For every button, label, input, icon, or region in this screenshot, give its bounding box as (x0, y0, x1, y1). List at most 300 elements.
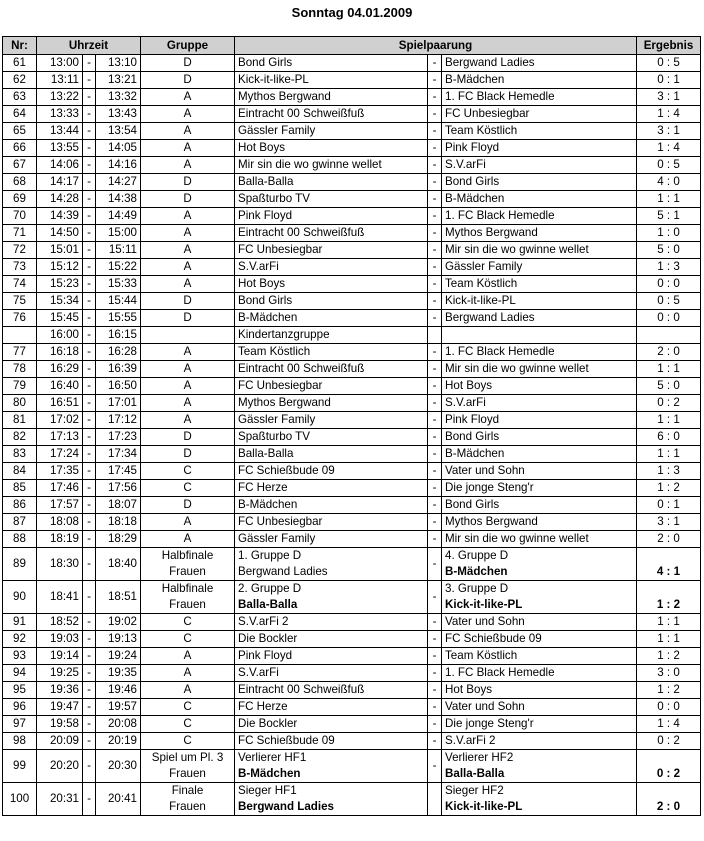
row-start: 17:46 (37, 480, 83, 497)
row-sep: - (428, 344, 442, 361)
row-away: Mir sin die wo gwinne wellet (442, 242, 637, 259)
row-start: 14:28 (37, 191, 83, 208)
row-end: 14:16 (96, 157, 141, 174)
row-group: A (141, 344, 235, 361)
row-nr: 72 (3, 242, 37, 259)
row-nr: 87 (3, 514, 37, 531)
row-nr: 80 (3, 395, 37, 412)
row-sep: - (428, 716, 442, 733)
row-dash: - (83, 446, 96, 463)
row-dash: - (83, 665, 96, 682)
row-sep: - (428, 140, 442, 157)
row-group: A (141, 531, 235, 548)
row-nr: 96 (3, 699, 37, 716)
row-home: Mythos Bergwand (235, 89, 428, 106)
row-nr: 69 (3, 191, 37, 208)
row-end: 20:19 (96, 733, 141, 750)
row-group: A (141, 276, 235, 293)
break-result (637, 327, 701, 344)
match-row (3, 293, 701, 310)
row-home: Mythos Bergwand (235, 395, 428, 412)
row-result: 0 : 5 (637, 157, 701, 174)
row-sep: - (428, 106, 442, 123)
row-group: D (141, 72, 235, 89)
row-result: 3 : 1 (637, 89, 701, 106)
row-start: 15:45 (37, 310, 83, 327)
row-result: 5 : 1 (637, 208, 701, 225)
row-start: 16:29 (37, 361, 83, 378)
row-sep: - (428, 157, 442, 174)
match-rows-3 (3, 614, 701, 750)
row-end: 19:46 (96, 682, 141, 699)
row-away (442, 783, 637, 816)
row-home: FC Herze (235, 699, 428, 716)
row-group: D (141, 191, 235, 208)
break-away (442, 327, 637, 344)
row-result: 1 : 3 (637, 463, 701, 480)
row-group: C (141, 480, 235, 497)
row-sep: - (428, 699, 442, 716)
row-away: FC Unbesiegbar (442, 106, 637, 123)
row-group: A (141, 682, 235, 699)
row-dash: - (83, 72, 96, 89)
row-group: D (141, 310, 235, 327)
row-dash: - (83, 463, 96, 480)
match-row (3, 614, 701, 631)
row-sep: - (428, 750, 442, 783)
row-end: 18:29 (96, 531, 141, 548)
row-end: 15:33 (96, 276, 141, 293)
row-group: A (141, 106, 235, 123)
row-sep: - (428, 72, 442, 89)
row-group: A (141, 412, 235, 429)
row-home: Gässler Family (235, 123, 428, 140)
row-start: 17:13 (37, 429, 83, 446)
row-nr: 66 (3, 140, 37, 157)
match-rows-1 (3, 55, 701, 327)
row-sep: - (428, 631, 442, 648)
row-away: Kick-it-like-PL (442, 293, 637, 310)
row-group: A (141, 89, 235, 106)
match-row (3, 174, 701, 191)
row-end: 19:24 (96, 648, 141, 665)
row-start: 17:35 (37, 463, 83, 480)
row-end: 15:11 (96, 242, 141, 259)
row-away: Vater und Sohn (442, 463, 637, 480)
row-away: Team Köstlich (442, 123, 637, 140)
row-home: Bond Girls (235, 55, 428, 72)
match-row (3, 480, 701, 497)
row-away: Bond Girls (442, 497, 637, 514)
row-nr: 97 (3, 716, 37, 733)
row-away: Vater und Sohn (442, 699, 637, 716)
row-group: A (141, 665, 235, 682)
row-result: 2 : 0 (637, 783, 701, 816)
row-result: 1 : 0 (637, 225, 701, 242)
row-sep: - (428, 242, 442, 259)
row-home (235, 581, 428, 614)
row-end: 20:08 (96, 716, 141, 733)
row-away: 1. FC Black Hemedle (442, 665, 637, 682)
row-result: 1 : 4 (637, 140, 701, 157)
row-dash: - (83, 429, 96, 446)
row-sep: - (428, 682, 442, 699)
row-dash: - (83, 344, 96, 361)
row-group: C (141, 716, 235, 733)
row-dash: - (83, 208, 96, 225)
away-line-2: Kick-it-like-PL (445, 598, 523, 611)
row-sep: - (428, 581, 442, 614)
semifinal-rows (3, 548, 701, 614)
row-end: 17:12 (96, 412, 141, 429)
header-match: Spielpaarung (235, 37, 637, 55)
row-home: B-Mädchen (235, 310, 428, 327)
row-sep: - (428, 191, 442, 208)
row-start: 15:34 (37, 293, 83, 310)
row-dash: - (83, 174, 96, 191)
match-row (3, 395, 701, 412)
row-sep: - (428, 395, 442, 412)
row-home: Balla-Balla (235, 174, 428, 191)
row-home: FC Unbesiegbar (235, 514, 428, 531)
row-result: 1 : 1 (637, 446, 701, 463)
row-dash: - (83, 480, 96, 497)
row-away: Mythos Bergwand (442, 514, 637, 531)
row-home: FC Herze (235, 480, 428, 497)
row-group: D (141, 293, 235, 310)
row-result: 0 : 0 (637, 310, 701, 327)
row-home (235, 548, 428, 581)
row-away: B-Mädchen (442, 446, 637, 463)
row-away: Pink Floyd (442, 412, 637, 429)
row-group: A (141, 208, 235, 225)
row-nr: 83 (3, 446, 37, 463)
group-line-1: Spiel um Pl. 3 (151, 751, 224, 764)
row-start: 13:33 (37, 106, 83, 123)
semifinal-row-1 (3, 548, 701, 581)
row-start: 20:20 (37, 750, 83, 783)
row-sep: - (428, 208, 442, 225)
group-line-1: Halbfinale (161, 582, 214, 595)
group-line-2: Frauen (169, 598, 206, 611)
row-nr: 81 (3, 412, 37, 429)
row-result: 0 : 1 (637, 72, 701, 89)
row-dash: - (83, 378, 96, 395)
row-sep: - (428, 89, 442, 106)
match-row (3, 242, 701, 259)
row-dash: - (83, 106, 96, 123)
row-nr: 98 (3, 733, 37, 750)
match-row (3, 682, 701, 699)
row-home: Hot Boys (235, 140, 428, 157)
row-away: B-Mädchen (442, 72, 637, 89)
home-line-1: 2. Gruppe D (238, 582, 302, 595)
row-result: 5 : 0 (637, 378, 701, 395)
row-away: Gässler Family (442, 259, 637, 276)
row-home: Balla-Balla (235, 446, 428, 463)
row-result: 0 : 1 (637, 497, 701, 514)
row-start: 13:22 (37, 89, 83, 106)
match-row (3, 276, 701, 293)
away-line-1: Sieger HF2 (445, 784, 504, 797)
row-dash: - (83, 497, 96, 514)
row-group: D (141, 497, 235, 514)
header-group: Gruppe (141, 37, 235, 55)
row-sep: - (428, 276, 442, 293)
break-label: Kindertanzgruppe (235, 327, 428, 344)
row-nr: 70 (3, 208, 37, 225)
row-group: A (141, 259, 235, 276)
row-group: D (141, 446, 235, 463)
row-sep: - (428, 55, 442, 72)
row-home: Spaßturbo TV (235, 191, 428, 208)
row-end: 19:57 (96, 699, 141, 716)
row-result: 1 : 1 (637, 614, 701, 631)
row-home: Pink Floyd (235, 648, 428, 665)
group-line-2: Frauen (169, 767, 206, 780)
row-nr: 65 (3, 123, 37, 140)
row-end: 14:38 (96, 191, 141, 208)
row-sep: - (428, 614, 442, 631)
row-start: 13:00 (37, 55, 83, 72)
row-home: Hot Boys (235, 276, 428, 293)
row-nr: 94 (3, 665, 37, 682)
row-home: Die Bockler (235, 631, 428, 648)
row-dash: - (83, 581, 96, 614)
row-end: 13:43 (96, 106, 141, 123)
group-line-2: Frauen (169, 800, 206, 813)
home-line-1: Verlierer HF1 (238, 751, 307, 764)
row-result: 4 : 1 (637, 548, 701, 581)
row-home: Team Köstlich (235, 344, 428, 361)
row-away: Bond Girls (442, 429, 637, 446)
row-start: 14:50 (37, 225, 83, 242)
match-row (3, 716, 701, 733)
home-line-1: 1. Gruppe D (238, 549, 302, 562)
row-result: 3 : 1 (637, 514, 701, 531)
row-result: 3 : 1 (637, 123, 701, 140)
row-end: 14:27 (96, 174, 141, 191)
row-dash: - (83, 259, 96, 276)
row-nr: 68 (3, 174, 37, 191)
row-end: 14:49 (96, 208, 141, 225)
row-result: 0 : 5 (637, 55, 701, 72)
match-row (3, 378, 701, 395)
match-row (3, 531, 701, 548)
row-end: 13:10 (96, 55, 141, 72)
row-start: 19:03 (37, 631, 83, 648)
match-row (3, 514, 701, 531)
match-row (3, 225, 701, 242)
row-sep: - (428, 174, 442, 191)
row-away: S.V.arFi (442, 157, 637, 174)
row-group: A (141, 225, 235, 242)
row-sep: - (428, 378, 442, 395)
page-title: Sonntag 04.01.2009 (291, 5, 413, 20)
row-dash: - (83, 310, 96, 327)
row-away: S.V.arFi (442, 395, 637, 412)
break-dash: - (83, 327, 96, 344)
row-sep: - (428, 123, 442, 140)
row-nr: 100 (3, 783, 37, 816)
row-away: Hot Boys (442, 378, 637, 395)
row-start: 17:57 (37, 497, 83, 514)
row-start: 16:51 (37, 395, 83, 412)
row-sep (428, 783, 442, 816)
row-start: 14:06 (37, 157, 83, 174)
row-result: 1 : 1 (637, 191, 701, 208)
row-result: 1 : 1 (637, 412, 701, 429)
row-end: 15:00 (96, 225, 141, 242)
match-row (3, 89, 701, 106)
row-home: B-Mädchen (235, 497, 428, 514)
break-group (141, 327, 235, 344)
away-line-1: 4. Gruppe D (445, 549, 509, 562)
row-group: A (141, 157, 235, 174)
match-row (3, 446, 701, 463)
match-row (3, 631, 701, 648)
row-nr: 95 (3, 682, 37, 699)
row-start: 14:39 (37, 208, 83, 225)
row-away (442, 581, 637, 614)
row-start: 15:12 (37, 259, 83, 276)
row-away: Mir sin die wo gwinne wellet (442, 361, 637, 378)
match-row (3, 344, 701, 361)
break-row-group (3, 327, 701, 344)
row-dash: - (83, 614, 96, 631)
row-sep: - (428, 531, 442, 548)
row-result: 2 : 0 (637, 531, 701, 548)
row-sep: - (428, 429, 442, 446)
row-start: 15:23 (37, 276, 83, 293)
row-result: 1 : 4 (637, 716, 701, 733)
row-start: 13:55 (37, 140, 83, 157)
row-away: Vater und Sohn (442, 614, 637, 631)
row-nr: 73 (3, 259, 37, 276)
row-end: 17:23 (96, 429, 141, 446)
match-rows-2 (3, 344, 701, 548)
row-home: Die Bockler (235, 716, 428, 733)
row-start: 18:08 (37, 514, 83, 531)
match-row (3, 55, 701, 72)
row-nr: 62 (3, 72, 37, 89)
match-row (3, 208, 701, 225)
row-sep: - (428, 548, 442, 581)
home-line-2: Bergwand Ladies (238, 565, 328, 578)
row-sep: - (428, 497, 442, 514)
row-home: Eintracht 00 Schweißfuß (235, 106, 428, 123)
header-time: Uhrzeit (37, 37, 141, 55)
row-group: D (141, 174, 235, 191)
row-nr: 77 (3, 344, 37, 361)
row-away: Die jonge Steng'r (442, 716, 637, 733)
row-end: 13:54 (96, 123, 141, 140)
row-start: 13:11 (37, 72, 83, 89)
row-home: Mir sin die wo gwinne wellet (235, 157, 428, 174)
row-sep: - (428, 463, 442, 480)
row-end: 15:55 (96, 310, 141, 327)
row-start: 17:02 (37, 412, 83, 429)
match-row (3, 259, 701, 276)
row-dash: - (83, 514, 96, 531)
row-home (235, 750, 428, 783)
match-row (3, 463, 701, 480)
row-home: Eintracht 00 Schweißfuß (235, 361, 428, 378)
row-sep: - (428, 446, 442, 463)
row-end: 17:56 (96, 480, 141, 497)
row-result: 1 : 2 (637, 682, 701, 699)
row-nr: 91 (3, 614, 37, 631)
row-group (141, 783, 235, 816)
group-line-1: Halbfinale (161, 549, 214, 562)
row-home: Bond Girls (235, 293, 428, 310)
row-away: 1. FC Black Hemedle (442, 89, 637, 106)
row-end: 19:13 (96, 631, 141, 648)
row-result: 0 : 0 (637, 276, 701, 293)
row-sep: - (428, 361, 442, 378)
row-start: 16:40 (37, 378, 83, 395)
row-group: D (141, 429, 235, 446)
row-nr: 61 (3, 55, 37, 72)
row-home: Eintracht 00 Schweißfuß (235, 682, 428, 699)
row-group: C (141, 614, 235, 631)
header-result: Ergebnis (637, 37, 701, 55)
row-away: Team Köstlich (442, 276, 637, 293)
semifinal-row-2 (3, 581, 701, 614)
row-start: 18:30 (37, 548, 83, 581)
group-line-2: Frauen (169, 565, 206, 578)
row-sep: - (428, 480, 442, 497)
row-result: 1 : 1 (637, 361, 701, 378)
row-result: 1 : 3 (637, 259, 701, 276)
third-place-row (3, 750, 701, 783)
row-start: 16:18 (37, 344, 83, 361)
row-sep: - (428, 733, 442, 750)
row-group: A (141, 514, 235, 531)
row-home: FC Schießbude 09 (235, 733, 428, 750)
row-home: Kick-it-like-PL (235, 72, 428, 89)
home-line-2: Balla-Balla (238, 598, 298, 611)
row-group: A (141, 378, 235, 395)
row-end: 18:07 (96, 497, 141, 514)
break-start: 16:00 (37, 327, 83, 344)
row-dash: - (83, 242, 96, 259)
row-dash: - (83, 548, 96, 581)
row-home: Eintracht 00 Schweißfuß (235, 225, 428, 242)
row-away: Die jonge Steng'r (442, 480, 637, 497)
row-away: 1. FC Black Hemedle (442, 344, 637, 361)
row-dash: - (83, 699, 96, 716)
match-row (3, 140, 701, 157)
row-dash: - (83, 531, 96, 548)
row-sep: - (428, 259, 442, 276)
row-start: 14:17 (37, 174, 83, 191)
row-end: 17:34 (96, 446, 141, 463)
away-line-1: Verlierer HF2 (445, 751, 514, 764)
row-end: 20:30 (96, 750, 141, 783)
match-row (3, 72, 701, 89)
match-row (3, 106, 701, 123)
row-start: 19:25 (37, 665, 83, 682)
row-start: 13:44 (37, 123, 83, 140)
row-result: 0 : 0 (637, 699, 701, 716)
row-result: 1 : 2 (637, 648, 701, 665)
match-row (3, 310, 701, 327)
row-end: 18:51 (96, 581, 141, 614)
row-result: 1 : 1 (637, 631, 701, 648)
match-row (3, 733, 701, 750)
row-away: Bond Girls (442, 174, 637, 191)
